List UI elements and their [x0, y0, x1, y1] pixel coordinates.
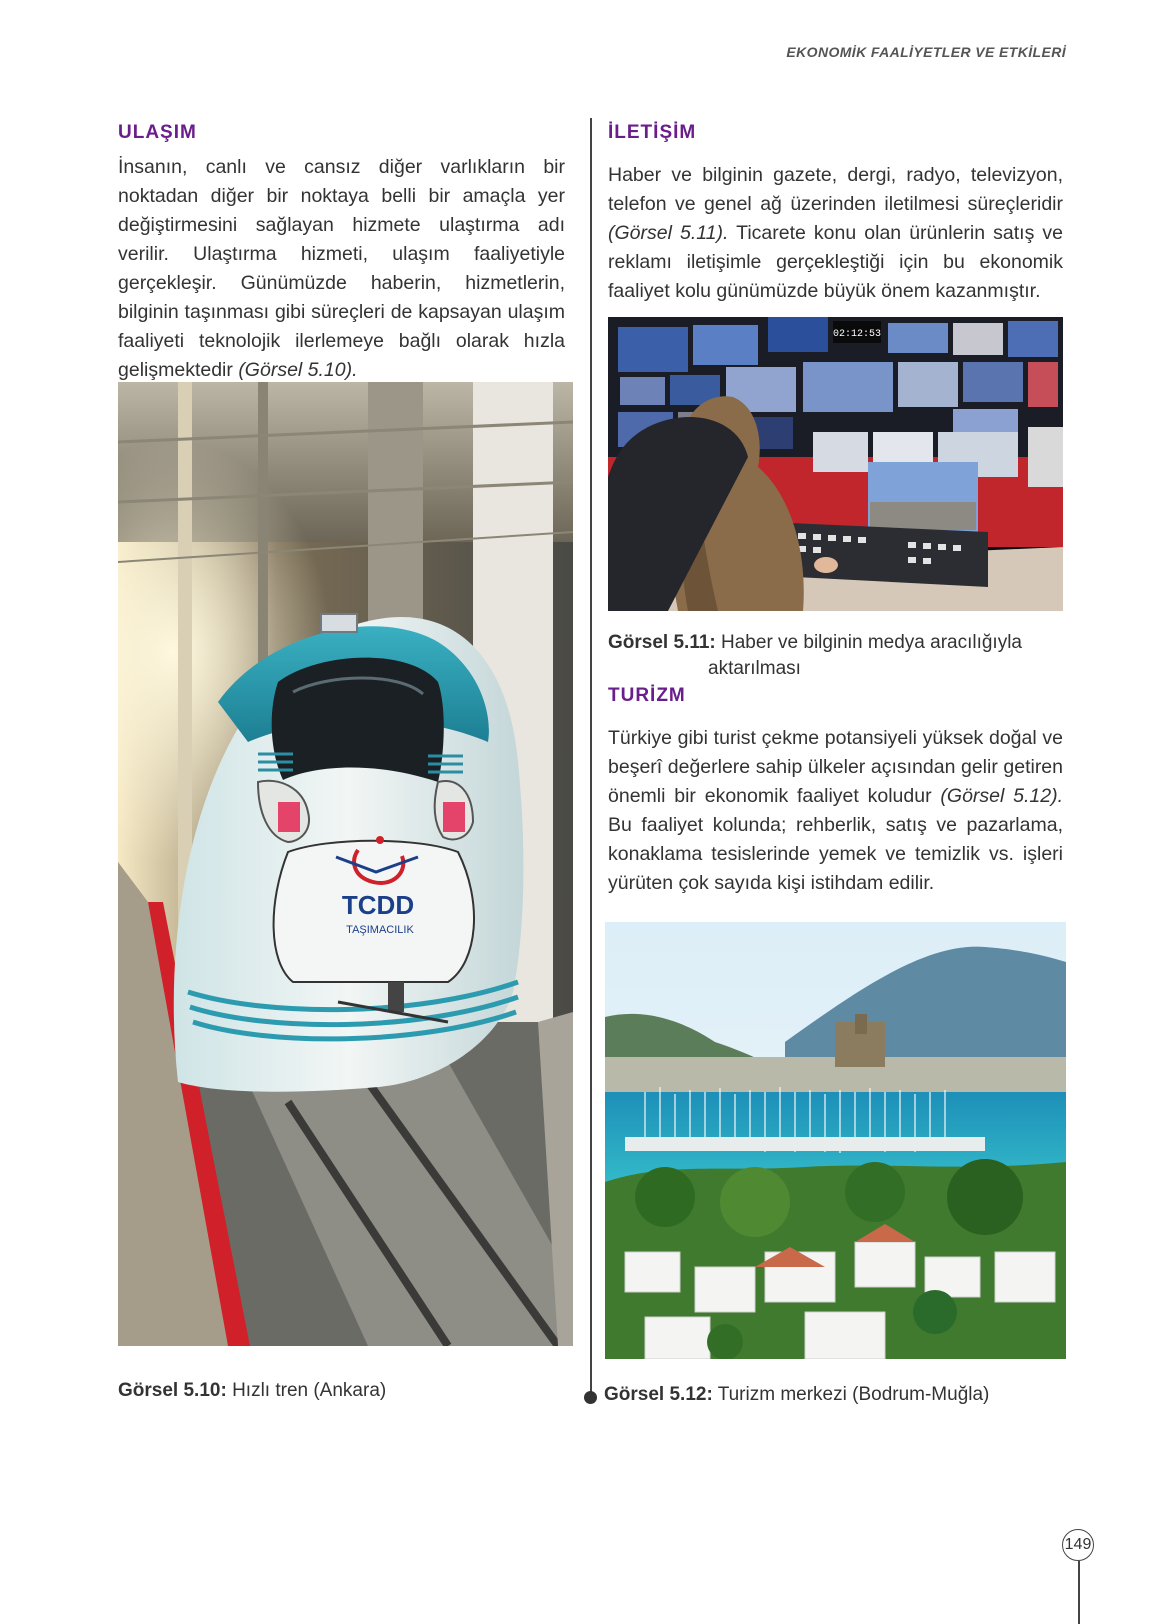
- column-divider: [590, 118, 592, 1398]
- media-control-room-photo: [608, 317, 1063, 611]
- train-photo: [118, 382, 573, 1346]
- divider-dot: [584, 1391, 597, 1404]
- ulasim-figure-ref: (Görsel 5.10).: [238, 359, 358, 381]
- ulasim-paragraph: İnsanın, canlı ve cansız diğer varlıkların bir noktadan diğer bir noktaya belli bir amaçla yer değiştirmesini sağlayan hizmete ulaştırma adı verilir. Ulaştırma hizmeti, ulaşım faaliyetiyle gerçekleşir. Günümüzde haberin, hizmetlerin, bilginin taşınması gibi süreçleri de kapsayan ulaşım faaliyeti teknolojik ilerlemeye bağlı olarak hızla gelişmektedir (Görsel 5.10).: [118, 156, 565, 381]
- page-number-line: [1078, 1561, 1080, 1624]
- turizm-figure-ref: (Görsel 5.12).: [940, 785, 1064, 807]
- caption-fig-5-10: Görsel 5.10: Hızlı tren (Ankara): [118, 1380, 387, 1401]
- train-logo-subtext: TAŞIMACILIK: [346, 924, 414, 936]
- running-title: EKONOMİK FAALİYETLER VE ETKİLERİ: [786, 44, 1066, 60]
- turizm-paragraph: Türkiye gibi turist çekme potansiyeli yüksek doğal ve beşerî değerlere sahip ülkeler açısından gelir getiren önemli bir ekonomik faaliyet koludur (Görsel 5.12). Bu faaliyet kolunda; rehberlik, satış ve pazarlama, konaklama tesislerinde yemek ve temizlik vs. işleri yürüten çok sayıda kişi istihdam edilir.: [608, 727, 1064, 894]
- section-title-turizm: TURİZM: [608, 685, 686, 706]
- page-number: 149: [1062, 1529, 1094, 1561]
- caption-fig-5-12: Görsel 5.12: Turizm merkezi (Bodrum-Muğla): [604, 1384, 990, 1405]
- caption-fig-5-11: Görsel 5.11: Haber ve bilginin medya aracılığıyla aktarılması: [608, 632, 1023, 679]
- section-title-ulasim: ULAŞIM: [118, 122, 197, 143]
- train-logo-text: TCDD: [341, 890, 415, 920]
- iletisim-paragraph: Haber ve bilginin gazete, dergi, radyo, televizyon, telefon ve genel ağ üzerinden iletilmesi süreçleridir (Görsel 5.11). Ticarete konu olan ürünlerin satış ve reklamı iletişimle gerçekleştiği için bu ekonomik faaliyet kolu günümüzde büyük önem kazanmıştır.: [608, 164, 1063, 302]
- caption-label: Görsel 5.11:: [608, 632, 716, 653]
- iletisim-figure-ref: (Görsel 5.11).: [608, 222, 729, 244]
- caption-label: Görsel 5.12:: [604, 1384, 713, 1405]
- caption-label: Görsel 5.10:: [118, 1380, 227, 1401]
- monitor-clock: 02:12:53: [832, 329, 882, 340]
- section-title-iletisim: İLETİŞİM: [608, 122, 697, 143]
- bodrum-photo: [605, 922, 1066, 1359]
